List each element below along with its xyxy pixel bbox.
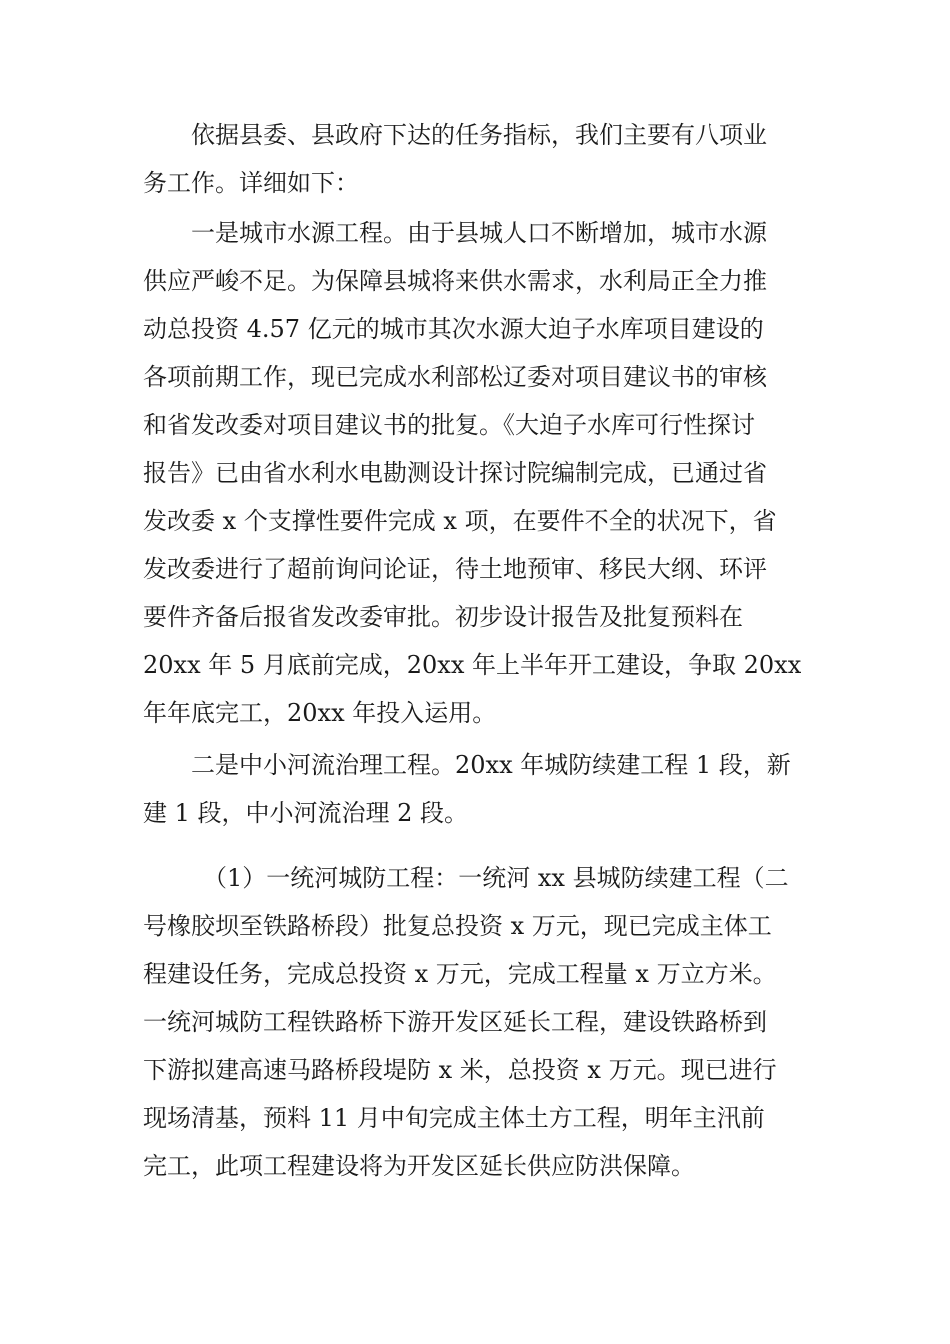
text-line-1: 依据县委、县政府下达的任务指标，我们主要有八项业 [191,121,767,149]
text-line-12: 20xx 年 5 月底前完成，20xx 年上半年开工建设，争取 20xx [143,651,802,679]
text-line-6: 各项前期工作，现已完成水利部松辽委对项目建议书的审核 [143,363,767,391]
text-line-7: 和省发改委对项目建议书的批复。《大迫子水库可行性探讨 [143,411,755,439]
text-line-16: （1）一统河城防工程：一统河 xx 县城防续建工程（二 [203,864,789,892]
text-line-15: 建 1 段，中小河流治理 2 段。 [143,799,469,827]
text-line-14: 二是中小河流治理工程。20xx 年城防续建工程 1 段，新 [191,751,791,779]
text-line-4: 供应严峻不足。为保障县城将来供水需求，水利局正全力推 [143,267,767,295]
text-line-11: 要件齐备后报省发改委审批。初步设计报告及批复预料在 [143,603,743,631]
text-line-21: 现场清基，预料 11 月中旬完成主体土方工程，明年主汛前 [143,1104,765,1132]
text-line-17: 号橡胶坝至铁路桥段）批复总投资 x 万元，现已完成主体工 [143,912,772,940]
text-line-22: 完工，此项工程建设将为开发区延长供应防洪保障。 [143,1152,695,1180]
text-line-10: 发改委进行了超前询问论证，待土地预审、移民大纲、环评 [143,555,767,583]
text-line-8: 报告》已由省水利水电勘测设计探讨院编制完成，已通过省 [143,459,767,487]
text-line-5: 动总投资 4.57 亿元的城市其次水源大迫子水库项目建设的 [143,315,764,343]
text-line-19: 一统河城防工程铁路桥下游开发区延长工程，建设铁路桥到 [143,1008,767,1036]
text-line-20: 下游拟建高速马路桥段堤防 x 米，总投资 x 万元。现已进行 [143,1056,777,1084]
text-line-2: 务工作。详细如下： [143,169,359,197]
text-line-18: 程建设任务，完成总投资 x 万元，完成工程量 x 万立方米。 [143,960,777,988]
text-line-9: 发改委 x 个支撑性要件完成 x 项，在要件不全的状况下，省 [143,507,777,535]
text-line-13: 年年底完工，20xx 年投入运用。 [143,699,497,727]
text-line-3: 一是城市水源工程。由于县城人口不断增加，城市水源 [191,219,767,247]
